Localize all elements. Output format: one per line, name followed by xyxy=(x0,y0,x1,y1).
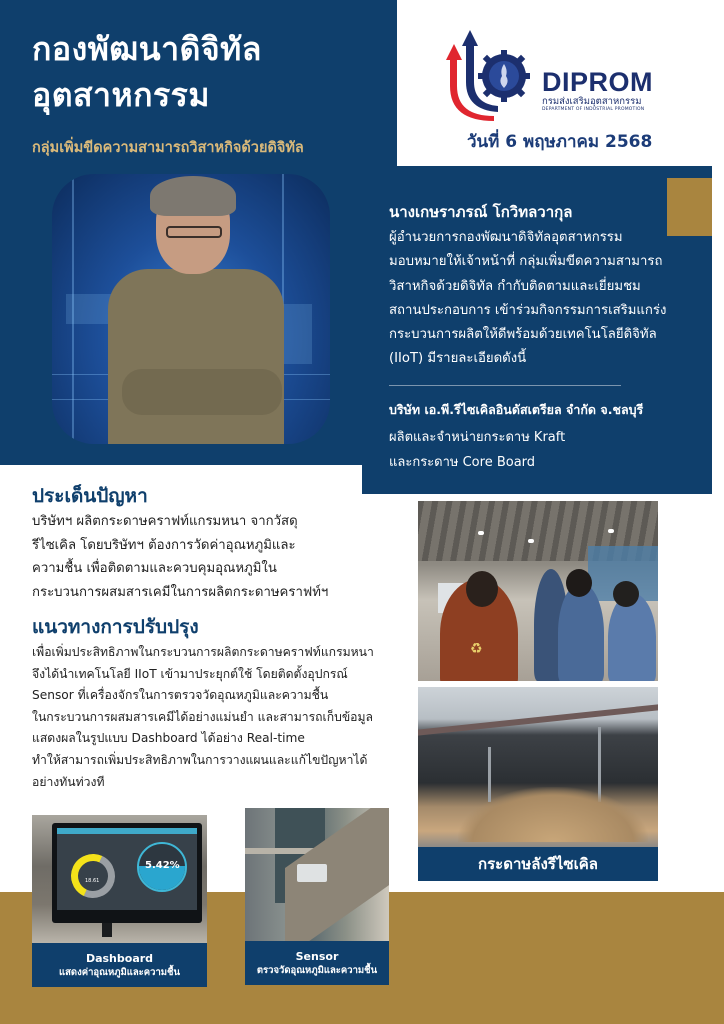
monitor-icon xyxy=(52,823,202,923)
caption-line-2: แสดงค่าอุณหภูมิและความชื้น xyxy=(59,966,180,978)
title-line-1: กองพัฒนาดิจิทัล xyxy=(32,30,262,68)
description-line: วิสาหกิจด้วยดิจิทัล กำกับติดตามและเยี่ยมชม xyxy=(389,278,641,294)
title-line-2: อุตสาหกรรม xyxy=(32,76,210,114)
director-name: นางเกษราภรณ์ โกวิทลวากุล xyxy=(389,203,573,221)
caption-line-1: Dashboard xyxy=(85,951,154,965)
person-icon xyxy=(108,269,284,444)
logo-thai-name: กรมส่งเสริมอุตสาหกรรม xyxy=(542,96,642,107)
director-description xyxy=(389,226,709,372)
company-description xyxy=(389,425,565,475)
temperature-gauge-icon xyxy=(65,848,121,904)
description-line: มอบหมายให้เจ้าหน้าที่ กลุ่มเพิ่มขีดความสามารถ xyxy=(389,254,663,270)
company-name: บริษัท เอ.พี.รีไซเคิลอินดัสเตรียล จำกัด จ.ชลบุรี xyxy=(389,402,644,417)
page-subtitle: กลุ่มเพิ่มขีดความสามารถวิสาหกิจด้วยดิจิทัล xyxy=(32,140,304,156)
recycled-paper-warehouse-photo xyxy=(418,687,658,847)
sensor-caption xyxy=(245,941,389,985)
description-line: (IIoT) มีรายละเอียดดังนี้ xyxy=(389,351,527,367)
glasses-icon xyxy=(166,226,222,238)
portrait-photo xyxy=(52,174,330,444)
company-desc-line: และกระดาษ Core Board xyxy=(389,455,536,470)
problem-heading: ประเด็นปัญหา xyxy=(32,485,148,507)
sensor-icon xyxy=(297,864,327,882)
sensor-device-photo xyxy=(245,808,389,941)
caption-line-1: Sensor xyxy=(295,949,339,963)
dashboard-caption xyxy=(32,943,207,987)
improvement-line: เพื่อเพิ่มประสิทธิภาพในกระบวนการผลิตกระดาษคราฟท์แกรมหนา xyxy=(32,645,374,659)
improvement-body xyxy=(32,642,407,793)
logo-english-name: DEPARTMENT OF INDUSTRIAL PROMOTION xyxy=(542,107,645,112)
description-line: ผู้อำนวยการกองพัฒนาดิจิทัลอุตสาหกรรม xyxy=(389,230,623,245)
description-line: สถานประกอบการ เข้าร่วมกิจกรรมการเสริมแกร่ง xyxy=(389,302,667,318)
improvement-line: Sensor ที่เครื่องจักรในการตรวจวัดอุณหภูมิและความชื้น xyxy=(32,688,329,703)
logo-wordmark xyxy=(542,68,653,113)
improvement-heading: แนวทางการปรับปรุง xyxy=(32,616,199,638)
caption-line-2: ตรวจวัดอุณหภูมิและความชื้น xyxy=(256,964,378,976)
improvement-line: แสดงผลในรูปแบบ Dashboard ได้อย่าง Real-time xyxy=(32,731,305,746)
problem-line: กระบวนการผสมสารเคมีในการผลิตกระดาษคราฟท์ฯ xyxy=(32,584,329,600)
company-desc-line: ผลิตและจำหน่ายกระดาษ Kraft xyxy=(389,430,566,445)
problem-line: บริษัทฯ ผลิตกระดาษคราฟท์แกรมหนา จากวัสดุ xyxy=(32,514,298,529)
humidity-value: 5.42% xyxy=(145,860,180,871)
improvement-line: อย่างทันท่วงที xyxy=(32,774,105,789)
dashboard-monitor-photo xyxy=(32,815,207,943)
recycle-icon: ♻ xyxy=(470,641,483,657)
gauge-value: 18.61 xyxy=(85,878,100,884)
improvement-line: ในกระบวนการผสมสารเคมีได้อย่างแม่นยำ และสามารถเก็บข้อมูล xyxy=(32,709,373,724)
diprom-logo-icon xyxy=(432,24,532,124)
improvement-line: จึงได้นำเทคโนโลยี IIoT เข้ามาประยุกต์ใช้ โดยติดตั้งอุปกรณ์ xyxy=(32,666,348,681)
event-date: วันที่ 6 พฤษภาคม 2568 xyxy=(467,132,653,152)
factory-visit-photo xyxy=(418,501,658,681)
improvement-line: ทำให้สามารถเพิ่มประสิทธิภาพในการวางแผนและแก้ไขปัญหาได้ xyxy=(32,752,368,767)
logo-panel xyxy=(397,0,724,166)
warehouse-caption: กระดาษลังรีไซเคิล xyxy=(418,847,658,881)
problem-line: ความชื้น เพื่อติดตามและควบคุมอุณหภูมิใน xyxy=(32,561,277,576)
problem-body xyxy=(32,510,372,604)
page-title xyxy=(32,26,262,118)
divider xyxy=(389,385,621,386)
logo-name: DIPROM xyxy=(542,67,653,97)
description-line: กระบวนการผลิตให้ดีพร้อมด้วยเทคโนโลยีดิจิทัล xyxy=(389,327,657,343)
problem-line: รีไซเคิล โดยบริษัทฯ ต้องการวัดค่าอุณหภูมิและ xyxy=(32,537,296,553)
